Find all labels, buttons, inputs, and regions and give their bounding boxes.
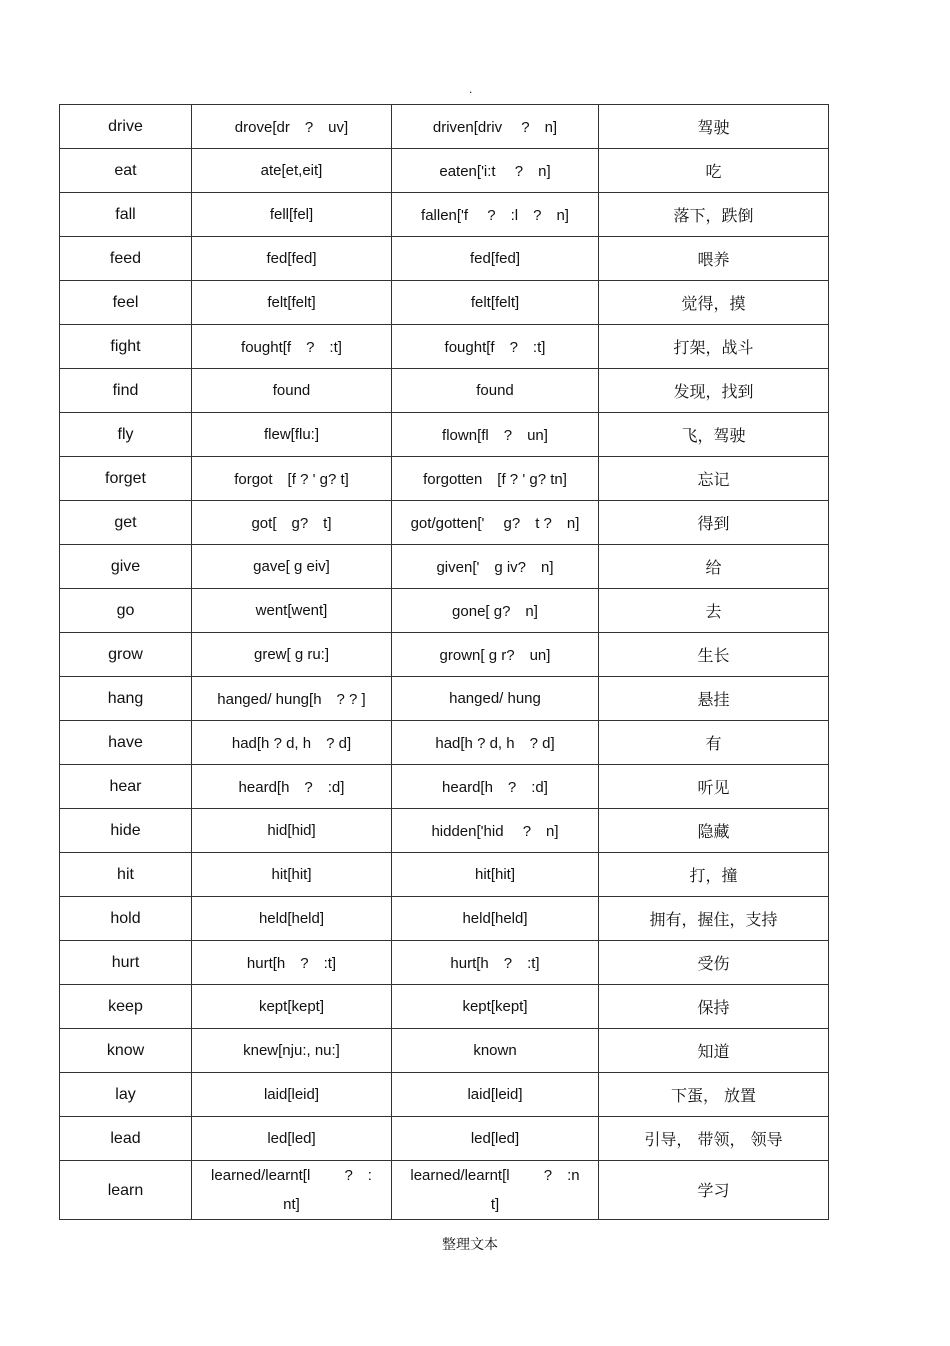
past-tense-cell: held[held] (192, 897, 392, 941)
meaning-cell: 生长 (599, 633, 829, 677)
past-participle-cell: gone[ g? n] (392, 589, 599, 633)
table-row (60, 413, 829, 457)
past-participle-cell: had[h ? d, h ? d] (392, 721, 599, 765)
past-participle-cell: hanged/ hung (392, 677, 599, 721)
past-participle-cell: got/gotten[' g? t ? n] (392, 501, 599, 545)
meaning-cell: 打，撞 (599, 853, 829, 897)
table-row (60, 237, 829, 281)
meaning-cell: 引导， 带领， 领导 (599, 1117, 829, 1161)
meaning-cell: 飞，驾驶 (599, 413, 829, 457)
past-participle-cell: heard[h ? :d] (392, 765, 599, 809)
base-form-cell: keep (60, 985, 192, 1029)
meaning-cell: 听见 (599, 765, 829, 809)
irregular-verbs-table (59, 104, 829, 1220)
past-tense-cell: knew[nju:, nu:] (192, 1029, 392, 1073)
base-form-cell: learn (60, 1161, 192, 1220)
past-tense-cell: hurt[h ? :t] (192, 941, 392, 985)
past-participle-cell: known (392, 1029, 599, 1073)
table-row (60, 765, 829, 809)
table-row (60, 897, 829, 941)
footer-text: 整理文本 (442, 1237, 498, 1253)
base-form-cell: hit (60, 853, 192, 897)
base-form-cell: drive (60, 105, 192, 149)
base-form-cell: feel (60, 281, 192, 325)
meaning-cell: 觉得，摸 (599, 281, 829, 325)
past-participle-cell: held[held] (392, 897, 599, 941)
meaning-cell: 给 (599, 545, 829, 589)
meaning-cell: 得到 (599, 501, 829, 545)
past-tense-cell: ate[et,eit] (192, 149, 392, 193)
base-form-cell: know (60, 1029, 192, 1073)
meaning-cell: 忘记 (599, 457, 829, 501)
meaning-cell: 发现，找到 (599, 369, 829, 413)
past-participle-cell: eaten['i:t ? n] (392, 149, 599, 193)
base-form-cell: get (60, 501, 192, 545)
meaning-cell: 隐藏 (599, 809, 829, 853)
past-tense-cell: drove[dr ? uv] (192, 105, 392, 149)
base-form-cell: lead (60, 1117, 192, 1161)
base-form-cell: feed (60, 237, 192, 281)
meaning-cell: 喂养 (599, 237, 829, 281)
past-participle-cell: hit[hit] (392, 853, 599, 897)
table-row (60, 1161, 829, 1220)
table-row (60, 633, 829, 677)
table-row (60, 105, 829, 149)
past-participle-line: t] (490, 1196, 500, 1213)
table-row (60, 941, 829, 985)
past-tense-cell: laid[leid] (192, 1073, 392, 1117)
base-form-cell: have (60, 721, 192, 765)
meaning-cell: 学习 (599, 1161, 829, 1220)
past-tense-cell: hit[hit] (192, 853, 392, 897)
base-form-cell: fall (60, 193, 192, 237)
table-row (60, 809, 829, 853)
past-participle-cell: fallen['f ? :l ? n] (392, 193, 599, 237)
past-tense-cell: fell[fel] (192, 193, 392, 237)
table-row (60, 985, 829, 1029)
base-form-cell: fight (60, 325, 192, 369)
base-form-cell: find (60, 369, 192, 413)
base-form-cell: forget (60, 457, 192, 501)
base-form-cell: go (60, 589, 192, 633)
past-participle-line: learned/learnt[l ? :n (410, 1167, 580, 1184)
base-form-cell: hurt (60, 941, 192, 985)
meaning-cell: 吃 (599, 149, 829, 193)
meaning-cell: 保持 (599, 985, 829, 1029)
table-row (60, 149, 829, 193)
table-row (60, 545, 829, 589)
base-form-cell: hear (60, 765, 192, 809)
past-tense-cell: fought[f ? :t] (192, 325, 392, 369)
past-participle-cell: forgotten [f ? ' g? tn] (392, 457, 599, 501)
table-row (60, 721, 829, 765)
past-tense-cell: hid[hid] (192, 809, 392, 853)
table-row (60, 281, 829, 325)
past-tense-cell: had[h ? d, h ? d] (192, 721, 392, 765)
past-tense-cell (192, 1161, 392, 1220)
past-tense-cell: felt[felt] (192, 281, 392, 325)
meaning-cell: 去 (599, 589, 829, 633)
past-participle-cell: driven[driv ? n] (392, 105, 599, 149)
past-participle-cell: kept[kept] (392, 985, 599, 1029)
past-tense-cell: got[ g? t] (192, 501, 392, 545)
past-tense-cell: gave[ g eiv] (192, 545, 392, 589)
base-form-cell: eat (60, 149, 192, 193)
header-mark: . (469, 82, 473, 96)
table-body (60, 105, 829, 1220)
past-tense-cell: led[led] (192, 1117, 392, 1161)
past-participle-cell: given[' g iv? n] (392, 545, 599, 589)
base-form-cell: hold (60, 897, 192, 941)
table-row (60, 369, 829, 413)
past-participle-cell: flown[fl ? un] (392, 413, 599, 457)
past-tense-line: nt] (283, 1196, 300, 1213)
past-tense-cell: heard[h ? :d] (192, 765, 392, 809)
table-row (60, 193, 829, 237)
base-form-cell: give (60, 545, 192, 589)
past-tense-cell: grew[ g ru:] (192, 633, 392, 677)
table-row (60, 325, 829, 369)
past-participle-cell: hidden['hid ? n] (392, 809, 599, 853)
past-tense-cell: found (192, 369, 392, 413)
past-participle-cell: found (392, 369, 599, 413)
meaning-cell: 打架，战斗 (599, 325, 829, 369)
past-participle-cell: hurt[h ? :t] (392, 941, 599, 985)
past-tense-cell: flew[flu:] (192, 413, 392, 457)
table-row (60, 501, 829, 545)
past-participle-cell: grown[ g r? un] (392, 633, 599, 677)
table-row (60, 1029, 829, 1073)
meaning-cell: 落下，跌倒 (599, 193, 829, 237)
past-tense-cell: fed[fed] (192, 237, 392, 281)
past-tense-cell: forgot [f ? ' g? t] (192, 457, 392, 501)
meaning-cell: 悬挂 (599, 677, 829, 721)
past-tense-line: learned/learnt[l ? : (211, 1167, 372, 1184)
meaning-cell: 驾驶 (599, 105, 829, 149)
table-row (60, 1073, 829, 1117)
past-participle-cell: laid[leid] (392, 1073, 599, 1117)
base-form-cell: hang (60, 677, 192, 721)
table-row (60, 457, 829, 501)
meaning-cell: 受伤 (599, 941, 829, 985)
past-participle-cell: fed[fed] (392, 237, 599, 281)
meaning-cell: 知道 (599, 1029, 829, 1073)
past-participle-cell: led[led] (392, 1117, 599, 1161)
past-participle-cell (392, 1161, 599, 1220)
past-participle-cell: fought[f ? :t] (392, 325, 599, 369)
meaning-cell: 有 (599, 721, 829, 765)
table-row (60, 589, 829, 633)
base-form-cell: grow (60, 633, 192, 677)
base-form-cell: fly (60, 413, 192, 457)
base-form-cell: lay (60, 1073, 192, 1117)
meaning-cell: 下蛋， 放置 (599, 1073, 829, 1117)
past-tense-cell: kept[kept] (192, 985, 392, 1029)
past-tense-cell: hanged/ hung[h ? ? ] (192, 677, 392, 721)
past-tense-cell: went[went] (192, 589, 392, 633)
table-row (60, 677, 829, 721)
table-row (60, 1117, 829, 1161)
past-participle-cell: felt[felt] (392, 281, 599, 325)
meaning-cell: 拥有，握住，支持 (599, 897, 829, 941)
base-form-cell: hide (60, 809, 192, 853)
table-row (60, 853, 829, 897)
